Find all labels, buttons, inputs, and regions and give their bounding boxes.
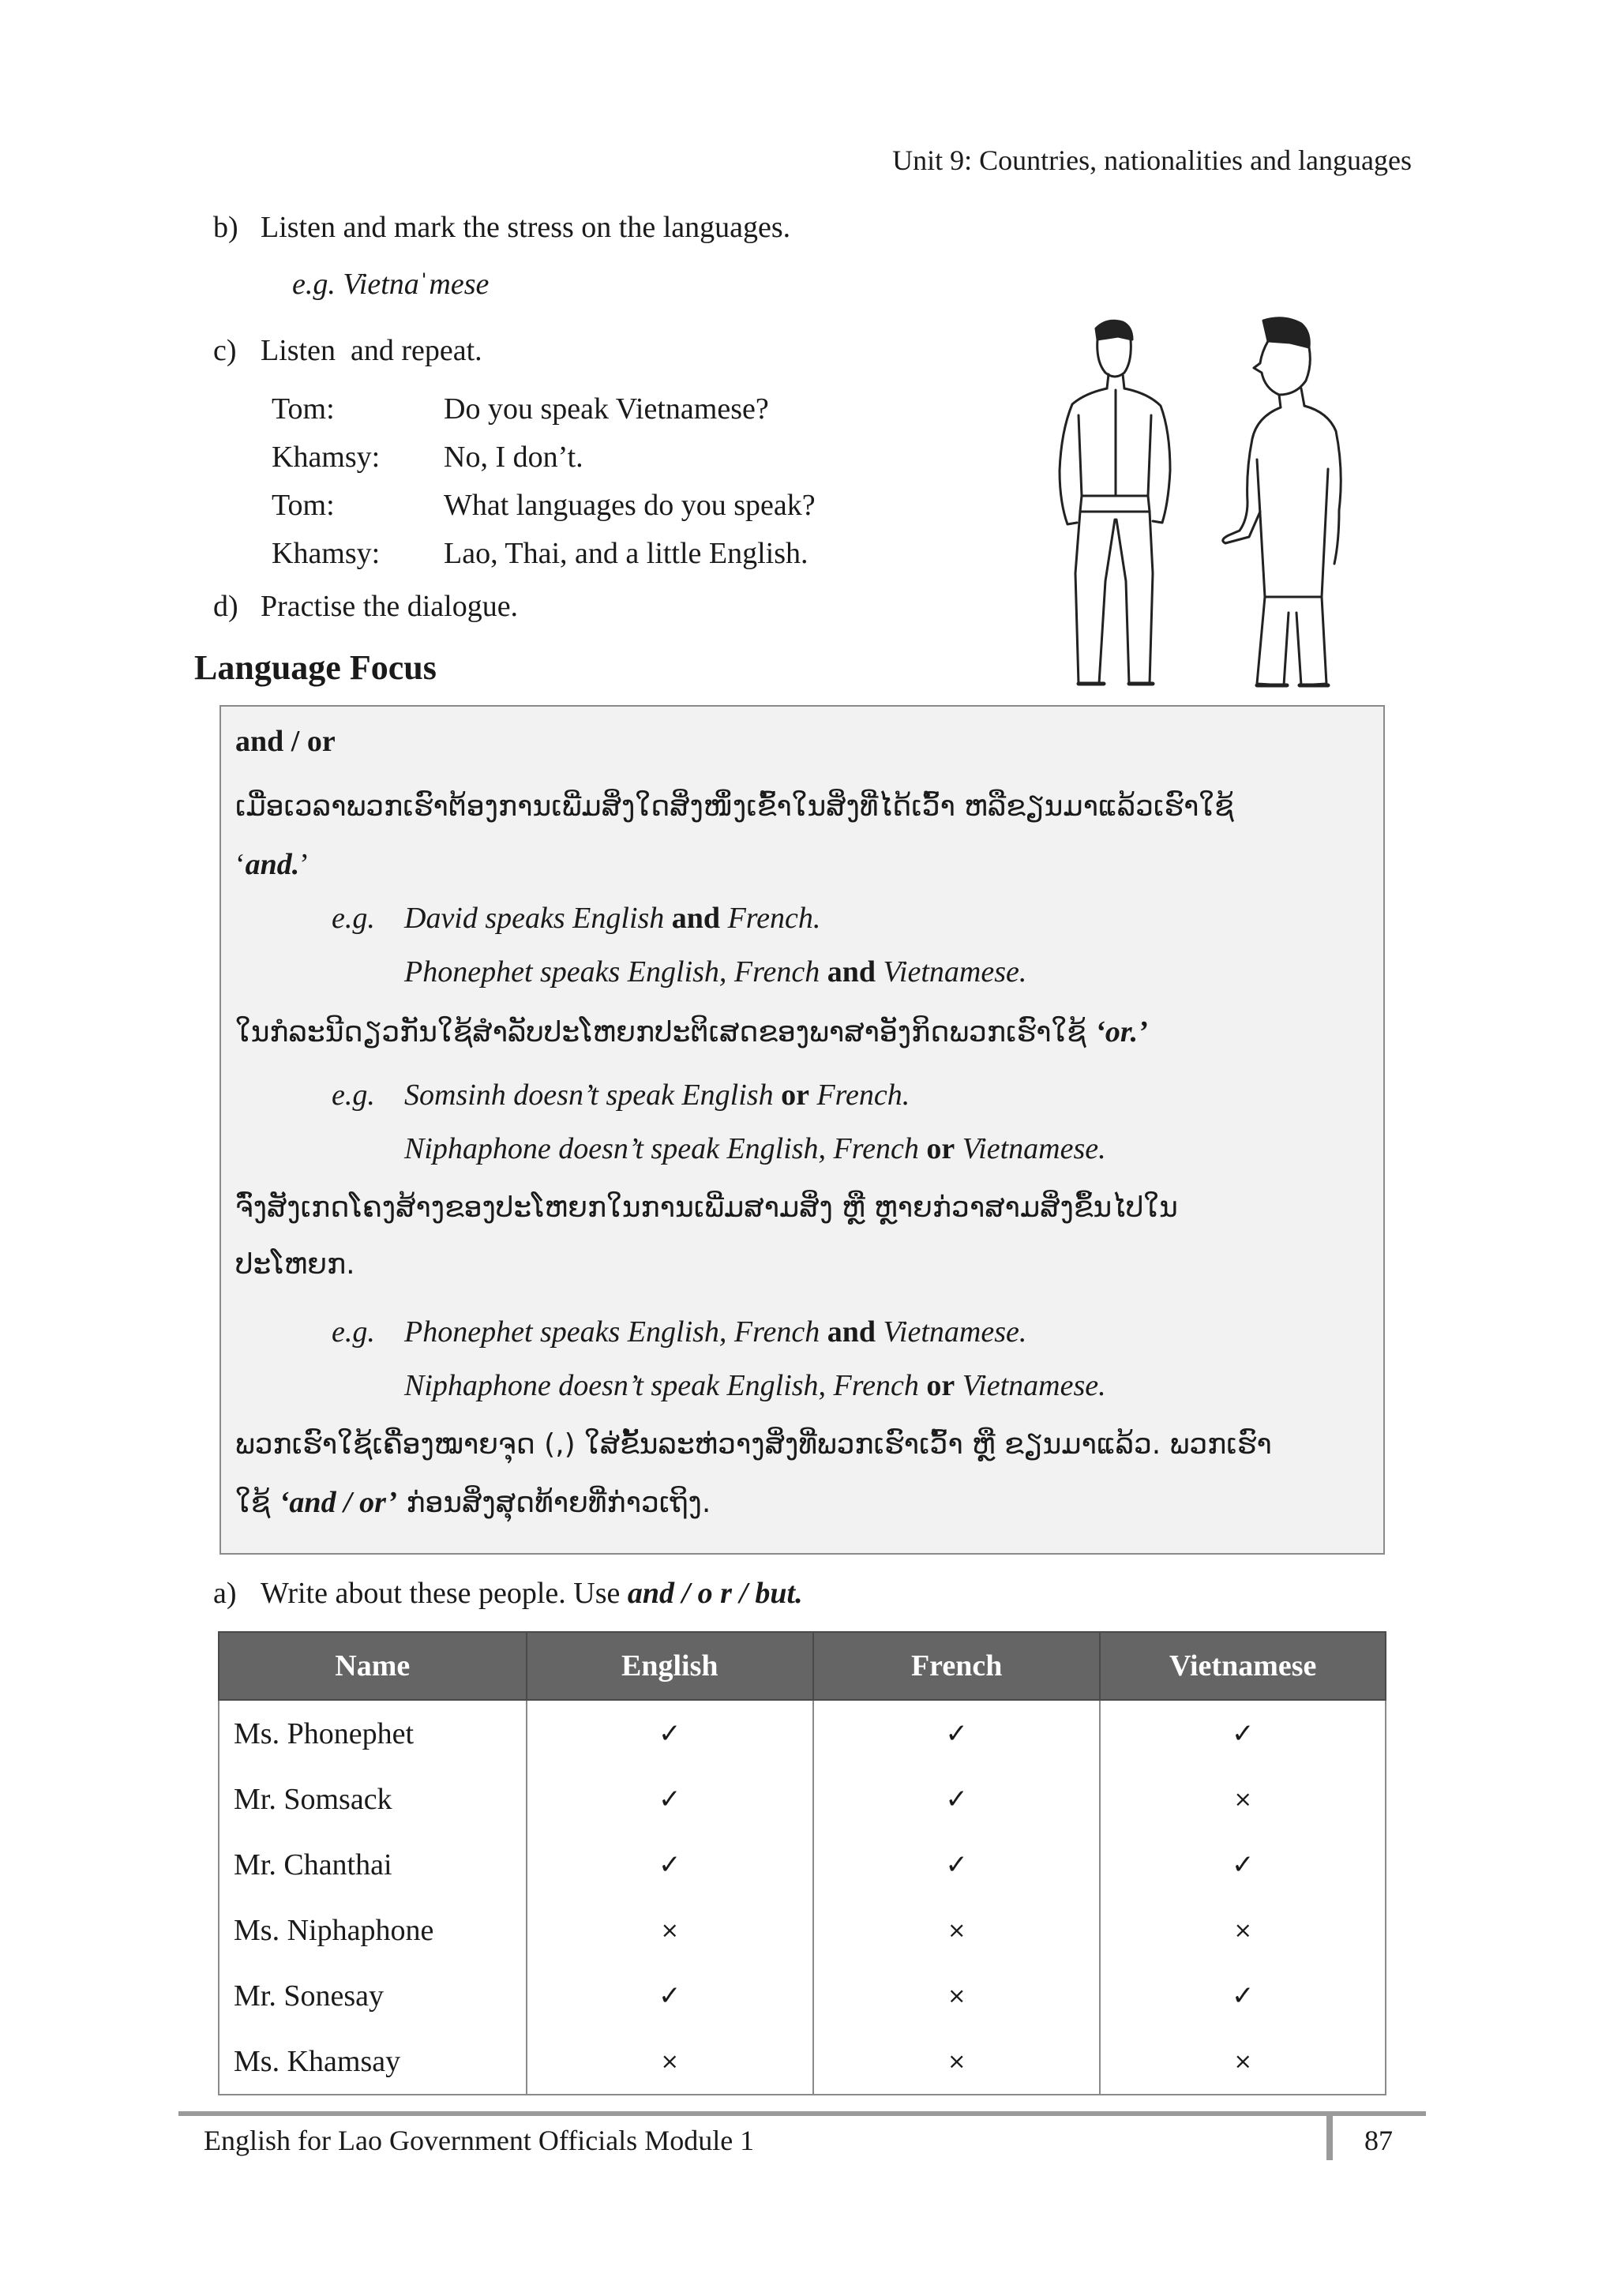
focus-paragraph-2 <box>235 1015 1148 1049</box>
vietnamese-mark: ✓ <box>1100 1700 1386 1766</box>
english-mark: ✓ <box>527 1963 813 2028</box>
example-keyword: or <box>781 1079 809 1112</box>
focus-paragraph-4-after: ກ່ອນສິ່ງສຸດທ້າຍທີ່ກ່າວເຖິງ. <box>406 1487 711 1519</box>
example-keyword: or <box>926 1132 955 1165</box>
conversation-illustration <box>1050 313 1382 692</box>
focus-paragraph-2-text: ໃນກໍລະນີດຽວກັນໃຊ້ສຳລັບປະໂຫຍກປະຕິເສດຂອງພາສາອັງກິດພວກເຮົາໃຊ້ <box>235 1016 1086 1049</box>
exercise-c-instruction: Listen and repeat. <box>261 334 482 367</box>
example-keyword: and <box>671 902 721 935</box>
exercise-b-label: b) <box>213 211 238 244</box>
keyword-and-or: ‘and / or’ <box>279 1486 397 1519</box>
person-name: Ms. Niphaphone <box>219 1897 527 1963</box>
english-mark: ✓ <box>527 1766 813 1832</box>
focus-paragraph-1: ເມື່ອເວລາພວກເຮົາຕ້ອງການເພີ່ມສິ່ງໃດສິ່ງໜຶ່ງເຂົ້າໃນສິ່ງທີ່ໄດ້ເວົ້າ ຫລືຂຽນມາແລ້ວເຮົາໃຊ້ <box>235 790 1234 823</box>
vietnamese-mark: × <box>1100 1766 1386 1832</box>
exercise-c-label: c) <box>213 334 237 367</box>
example-text: Vietnamese. <box>955 1369 1106 1402</box>
eg-label: e.g. <box>332 1315 375 1349</box>
french-mark: ✓ <box>813 1766 1100 1832</box>
footer-title: English for Lao Government Officials Module 1 <box>204 2125 755 2156</box>
focus-paragraph-4-before: ໃຊ້ <box>235 1487 271 1519</box>
right-man-figure <box>1223 318 1341 685</box>
example-keyword: and <box>827 955 876 989</box>
languages-table <box>218 1631 1386 2095</box>
dialogue-text: What languages do you speak? <box>444 489 816 522</box>
dialogue-line <box>272 392 769 426</box>
example-keyword: and <box>827 1315 876 1349</box>
stress-example-prefix: e.g. <box>292 268 336 301</box>
exercise-d-label: d) <box>213 590 238 623</box>
column-header-french: French <box>813 1632 1100 1700</box>
dialogue-line <box>272 440 583 475</box>
quote-open: ‘ <box>235 848 246 881</box>
example-text: Vietnamese. <box>955 1132 1106 1165</box>
stress-example-before: Vietna <box>343 268 419 301</box>
example-text: Phonephet speaks English, French <box>404 955 827 989</box>
focus-paragraph-3-line-1: ຈົ່ງສັງເກດໂຄງສ້າງຂອງປະໂຫຍກໃນການເພີ່ມສາມສິ່ງ ຫຼື ຫຼາຍກ່ວາສາມສິ່ງຂຶ້ນໄປໃນ <box>235 1191 1178 1224</box>
column-header-english: English <box>527 1632 813 1700</box>
focus-example <box>332 1315 1026 1349</box>
focus-example <box>332 901 820 936</box>
keyword-or: ‘or.’ <box>1095 1015 1148 1049</box>
exercise-b <box>213 210 790 245</box>
dialogue-speaker: Tom: <box>272 489 335 522</box>
table-row <box>219 1963 1386 2028</box>
example-text: David speaks English <box>404 902 672 935</box>
dialogue-speaker: Tom: <box>272 392 335 426</box>
exercise-a <box>213 1576 803 1611</box>
focus-paragraph-4-line-1: ພວກເຮົາໃຊ້ເຄື່ອງໝາຍຈຸດ (,) ໃສ່ຂັ້ນລະຫ່ວາງສິ່ງທີ່ພວກເຮົາເວົ້າ ຫຼື ຂຽນມາແລ້ວ. ພວກເຮົາ <box>235 1428 1272 1461</box>
focus-example <box>404 1131 1106 1166</box>
dialogue-text: Do you speak Vietnamese? <box>444 392 769 426</box>
exercise-b-instruction: Listen and mark the stress on the languages. <box>261 211 791 244</box>
person-name: Mr. Somsack <box>219 1766 527 1832</box>
language-focus-box <box>219 705 1385 1555</box>
page-number: 87 <box>1364 2125 1393 2156</box>
dialogue-text: No, I don’t. <box>444 441 583 474</box>
focus-paragraph-1-keyword <box>235 847 310 882</box>
example-text: French. <box>720 902 821 935</box>
vietnamese-mark: × <box>1100 1897 1386 1963</box>
person-name: Ms. Phonephet <box>219 1700 527 1766</box>
stress-example <box>292 267 489 302</box>
person-name: Ms. Khamsay <box>219 2028 527 2095</box>
french-mark: × <box>813 1897 1100 1963</box>
stress-example-after: mese <box>429 268 490 301</box>
example-text: French. <box>808 1079 910 1112</box>
focus-title: and / or <box>235 725 336 758</box>
english-mark: ✓ <box>527 1700 813 1766</box>
example-text: Niphaphone doesn’t speak English, French <box>404 1132 927 1165</box>
vietnamese-mark: × <box>1100 2028 1386 2095</box>
table-header-row <box>219 1632 1386 1700</box>
language-focus-heading: Language Focus <box>194 648 437 687</box>
focus-paragraph-4-line-2 <box>235 1485 711 1520</box>
example-text: Vietnamese. <box>876 1315 1027 1349</box>
example-text: Niphaphone doesn’t speak English, French <box>404 1369 927 1402</box>
table-row <box>219 1766 1386 1832</box>
french-mark: ✓ <box>813 1832 1100 1897</box>
table-row <box>219 1700 1386 1766</box>
exercise-a-label: a) <box>213 1577 237 1610</box>
focus-paragraph-3-line-2: ປະໂຫຍກ. <box>235 1248 355 1281</box>
table-row <box>219 1897 1386 1963</box>
french-mark: ✓ <box>813 1700 1100 1766</box>
table-row <box>219 2028 1386 2095</box>
column-header-name: Name <box>219 1632 527 1700</box>
dialogue-speaker: Khamsy: <box>272 441 381 474</box>
dialogue-line <box>272 536 808 571</box>
column-header-vietnamese: Vietnamese <box>1100 1632 1386 1700</box>
stress-mark: ˈ <box>418 268 430 301</box>
english-mark: ✓ <box>527 1832 813 1897</box>
example-text: Phonephet speaks English, French <box>404 1315 827 1349</box>
person-name: Mr. Sonesay <box>219 1963 527 2028</box>
focus-example <box>404 1368 1106 1403</box>
dialogue-text: Lao, Thai, and a little English. <box>444 537 808 570</box>
table-row <box>219 1832 1386 1897</box>
eg-label: e.g. <box>332 902 375 935</box>
example-text: Somsinh doesn’t speak English <box>404 1079 782 1112</box>
french-mark: × <box>813 2028 1100 2095</box>
person-name: Mr. Chanthai <box>219 1832 527 1897</box>
exercise-a-instruction: Write about these people. Use <box>261 1577 628 1610</box>
vietnamese-mark: ✓ <box>1100 1832 1386 1897</box>
keyword-and: and. <box>245 848 300 881</box>
french-mark: × <box>813 1963 1100 2028</box>
dialogue-line <box>272 488 816 523</box>
dialogue-speaker: Khamsy: <box>272 537 381 570</box>
exercise-d-instruction: Practise the dialogue. <box>261 590 519 623</box>
exercise-d <box>213 589 518 624</box>
vietnamese-mark: ✓ <box>1100 1963 1386 2028</box>
example-text: Vietnamese. <box>876 955 1027 989</box>
running-head: Unit 9: Countries, nationalities and languages <box>892 144 1412 176</box>
exercise-a-keywords: and / o r / but. <box>627 1577 803 1610</box>
english-mark: × <box>527 1897 813 1963</box>
footer-rule <box>178 2111 1426 2116</box>
focus-example <box>404 955 1026 989</box>
example-keyword: or <box>926 1369 955 1402</box>
left-man-figure <box>1060 321 1170 684</box>
footer-divider <box>1326 2111 1333 2160</box>
focus-example <box>332 1078 910 1112</box>
exercise-c <box>213 333 482 368</box>
eg-label: e.g. <box>332 1079 375 1112</box>
quote-close: ’ <box>299 848 310 881</box>
english-mark: × <box>527 2028 813 2095</box>
